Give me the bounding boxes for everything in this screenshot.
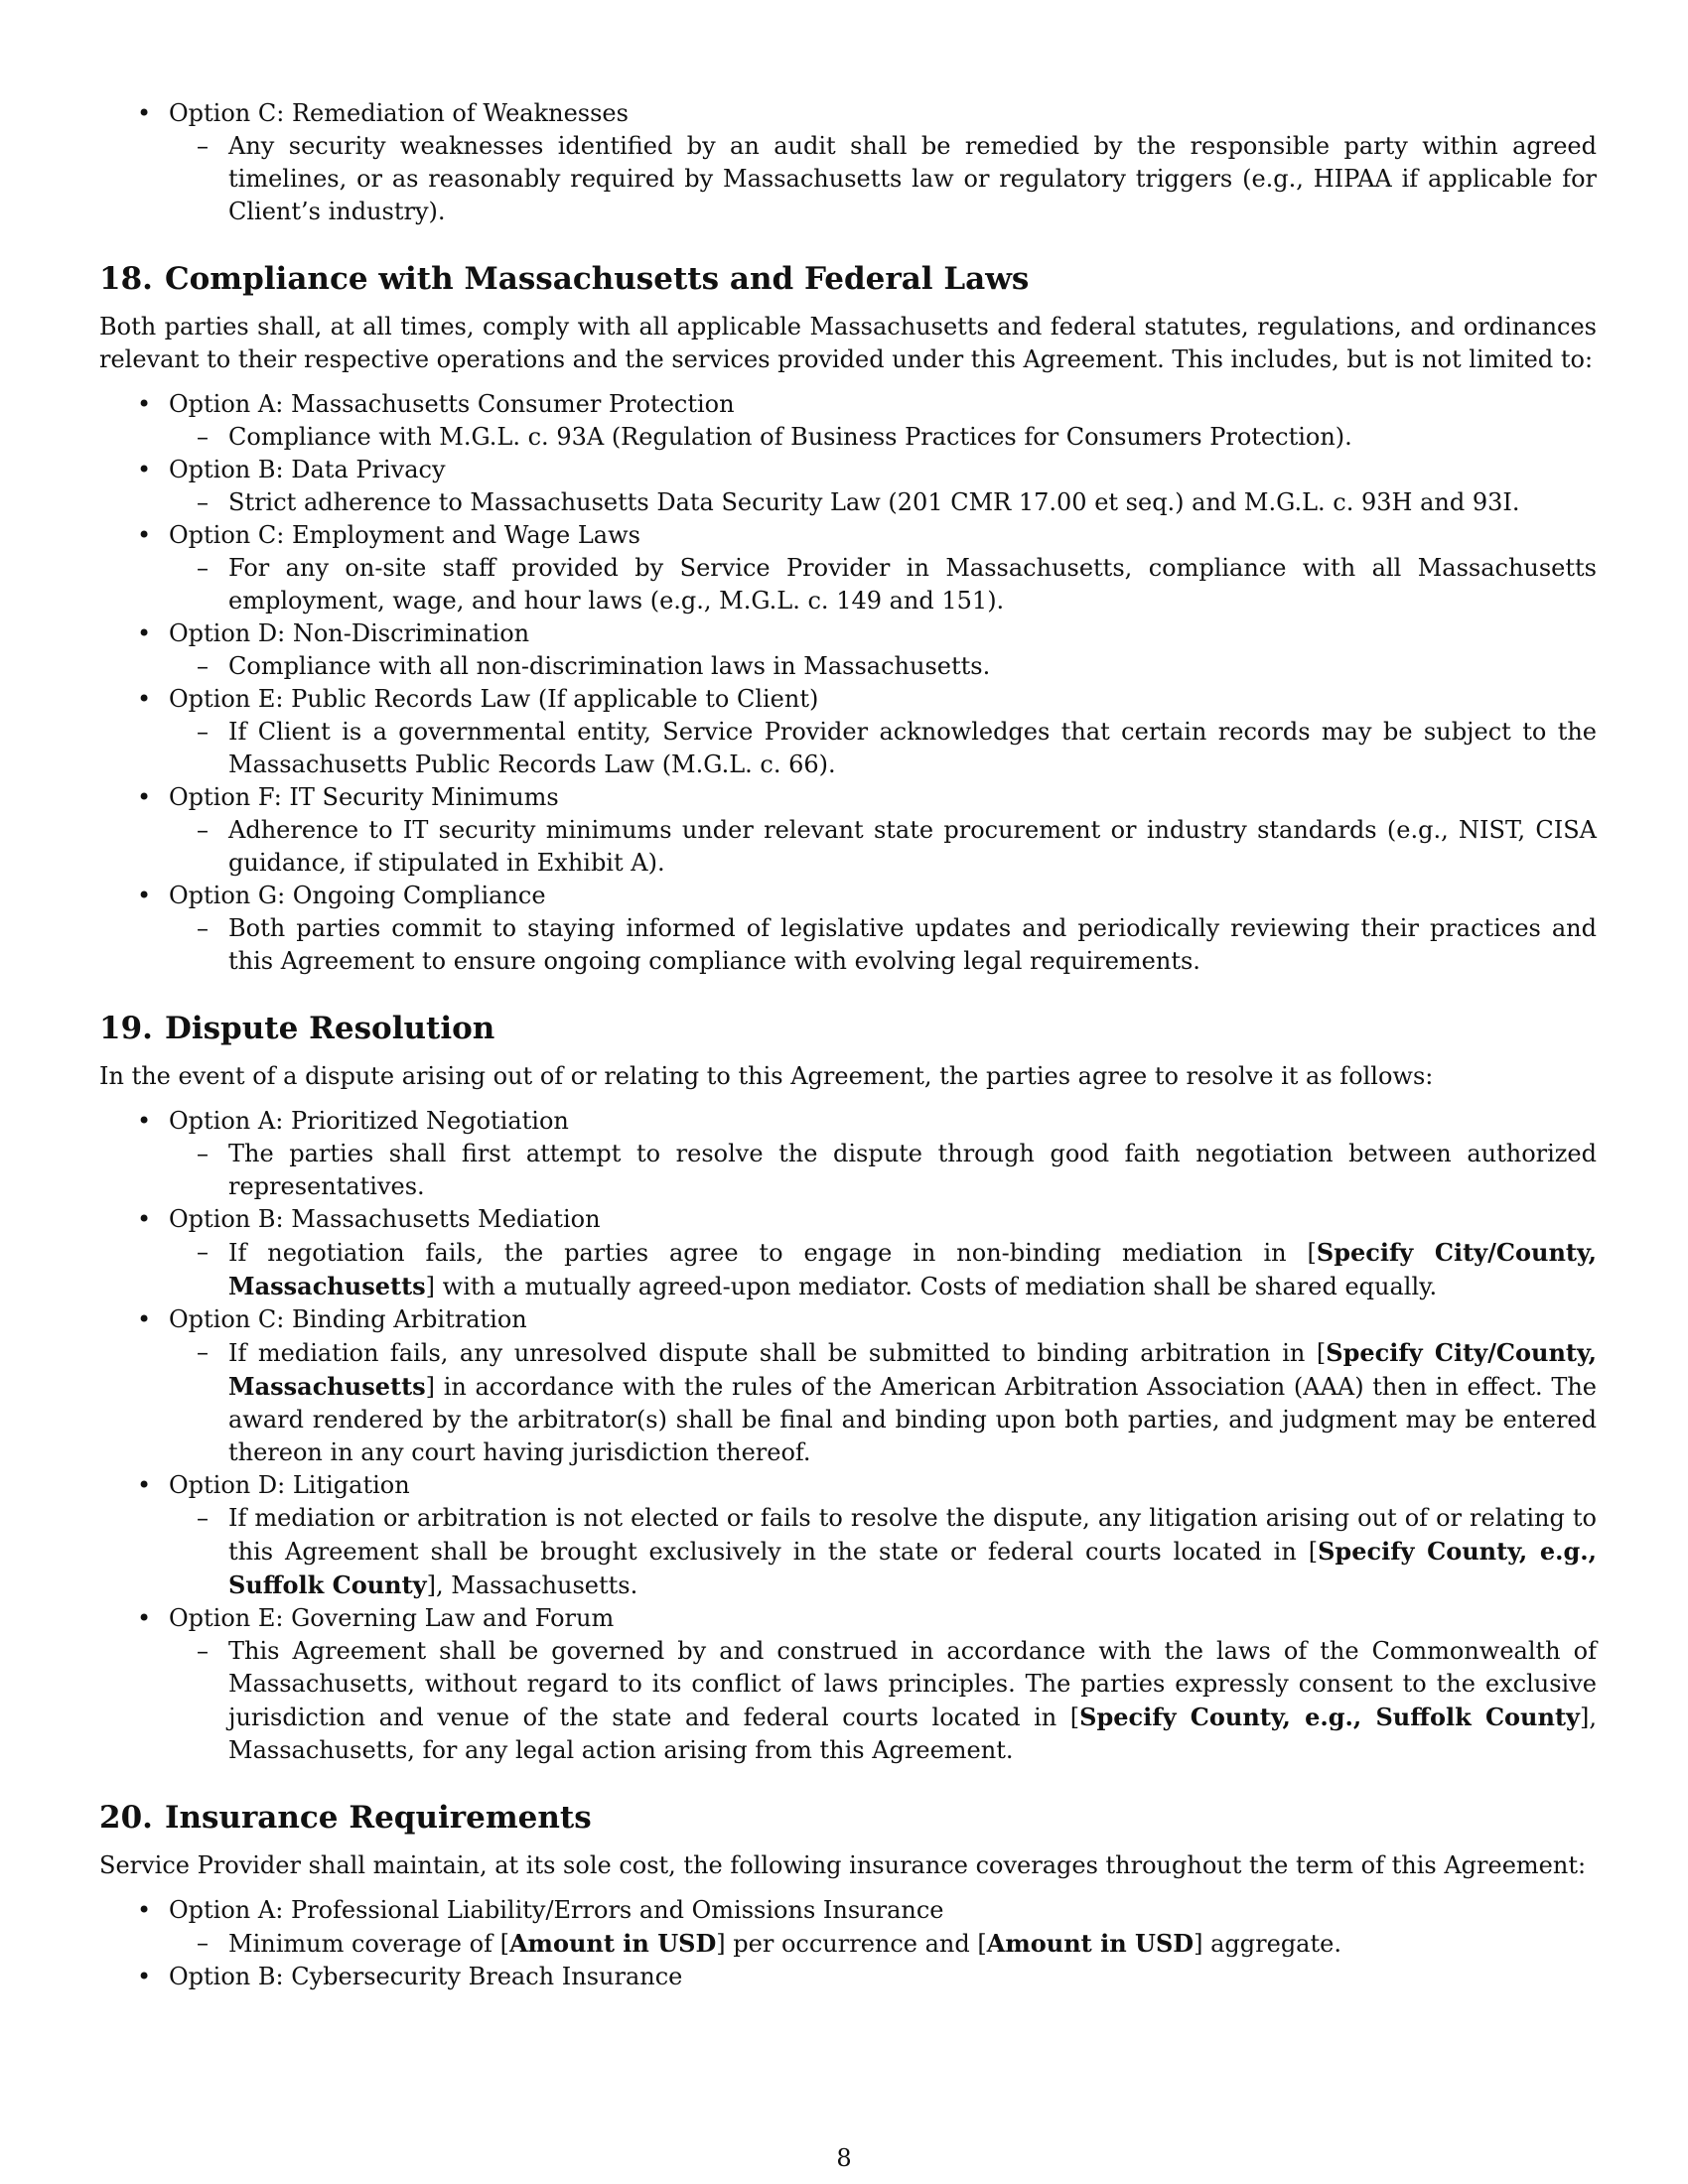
option-list <box>99 1894 1597 1993</box>
option-label: Option F: IT Security Minimums <box>169 783 559 811</box>
sub-list-item <box>99 1236 1597 1303</box>
list-item <box>99 1602 1597 1635</box>
list-item <box>99 388 1597 421</box>
sub-list-item <box>99 716 1597 781</box>
option-detail-text: If negotiation fails, the parties agree to engage in non-binding mediation in [ <box>228 1239 1317 1267</box>
dash-icon: – <box>197 1140 209 1167</box>
list-item <box>99 1105 1597 1138</box>
dash-icon: – <box>197 488 209 516</box>
list-item <box>99 1894 1597 1927</box>
option-label: Option E: Public Records Law (If applicable to Client) <box>169 685 819 713</box>
dash-icon: – <box>197 652 209 680</box>
list-item <box>99 519 1597 552</box>
sub-list-item <box>99 814 1597 880</box>
list-item <box>99 1203 1597 1236</box>
list-item <box>99 880 1597 912</box>
option-label: Option C: Remediation of Weaknesses <box>169 99 629 127</box>
section-heading <box>99 259 1597 299</box>
document-page <box>99 97 1597 1993</box>
option-label: Option G: Ongoing Compliance <box>169 882 546 909</box>
bullet-icon: • <box>137 619 152 647</box>
bullet-icon: • <box>137 1963 152 1990</box>
option-label: Option E: Governing Law and Forum <box>169 1604 615 1632</box>
placeholder-bold: Specify City/County, Massachusetts <box>228 1338 1597 1401</box>
list-item <box>99 1961 1597 1993</box>
option-label: Option C: Binding Arbitration <box>169 1305 527 1333</box>
option-label: Option D: Non-Discrimination <box>169 619 530 647</box>
section-title: Compliance with Massachusetts and Federal Laws <box>164 261 1030 297</box>
bullet-icon: • <box>137 1604 152 1632</box>
dash-icon: – <box>197 1637 209 1665</box>
bullet-icon: • <box>137 390 152 418</box>
option-detail: Both parties commit to staying informed of legislative updates and periodically reviewing their practices and this Agreement to ensure ongoing compliance with evolving legal requirements. <box>228 914 1597 975</box>
list-item <box>99 1303 1597 1336</box>
option-detail: For any on-site staff provided by Service Provider in Massachusetts, compliance with all Massachusetts employment, wage, and hour laws (e.g., M.G.L. c. 149 and 151). <box>228 554 1597 614</box>
page-number: 8 <box>836 2144 852 2172</box>
option-detail: Compliance with all non-discrimination laws in Massachusetts. <box>228 652 991 680</box>
list-item <box>99 683 1597 716</box>
bullet-icon: • <box>137 1896 152 1924</box>
list-item <box>99 617 1597 650</box>
bullet-icon: • <box>137 1305 152 1333</box>
option-label: Option B: Data Privacy <box>169 456 446 483</box>
dash-icon: – <box>197 1238 209 1266</box>
placeholder-bold: Specify County, e.g., Suffolk County <box>1079 1703 1580 1731</box>
list-item <box>99 97 1597 130</box>
section-number: 20. <box>99 1800 153 1836</box>
dash-icon: – <box>197 718 209 746</box>
option-detail-text: ], Massachusetts, for any legal action arising from this Agreement. <box>228 1704 1597 1764</box>
option-list <box>99 1105 1597 1767</box>
option-list <box>99 388 1597 978</box>
dash-icon: – <box>197 554 209 582</box>
option-label: Option C: Employment and Wage Laws <box>169 521 640 549</box>
bullet-icon: • <box>137 99 152 127</box>
sub-list-item <box>99 552 1597 617</box>
section-intro: In the event of a dispute arising out of or relating to this Agreement, the parties agree to resolve it as follows: <box>99 1062 1434 1090</box>
dash-icon: – <box>197 1504 209 1532</box>
section-heading <box>99 1009 1597 1048</box>
placeholder-bold: Amount in USD <box>986 1929 1195 1958</box>
option-label: Option A: Massachusetts Consumer Protection <box>169 390 735 418</box>
list-item <box>99 454 1597 486</box>
option-detail: The parties shall first attempt to resolve the dispute through good faith negotiation between authorized representatives. <box>228 1140 1597 1200</box>
section-intro: Both parties shall, at all times, comply with all applicable Massachusetts and federal statutes, regulations, and ordinances relevant to their respective operations and the services provided under this Agreement. This includes, but is not limited to: <box>99 313 1597 373</box>
dash-icon: – <box>197 914 209 942</box>
sub-list-item <box>99 486 1597 519</box>
bullet-icon: • <box>137 1107 152 1135</box>
dash-icon: – <box>197 816 209 844</box>
list-item <box>99 781 1597 814</box>
option-detail: Strict adherence to Massachusetts Data Security Law (201 CMR 17.00 et seq.) and M.G.L. c. 93H and 93I. <box>228 488 1520 516</box>
section-title: Dispute Resolution <box>164 1011 495 1046</box>
sub-list-item <box>99 421 1597 454</box>
sub-list-item <box>99 912 1597 978</box>
dash-icon: – <box>197 1338 209 1366</box>
placeholder-bold: Amount in USD <box>508 1929 717 1958</box>
dash-icon: – <box>197 423 209 451</box>
sub-list-item <box>99 1927 1597 1961</box>
bullet-icon: • <box>137 1205 152 1233</box>
option-detail-text: ] in accordance with the rules of the American Arbitration Association (AAA) then in effect. The award rendered by the arbitrator(s) shall be final and binding upon both parties, and judgment may be entered thereon in any court having jurisdiction thereof. <box>228 1373 1597 1466</box>
option-detail-text: ] with a mutually agreed-upon mediator. Costs of mediation shall be shared equally. <box>425 1273 1438 1300</box>
option-detail-text: Minimum coverage of [ <box>228 1930 509 1958</box>
sub-list-item <box>99 1336 1597 1469</box>
option-detail-text: ] aggregate. <box>1194 1930 1341 1958</box>
bullet-icon: • <box>137 783 152 811</box>
sub-list-item <box>99 1138 1597 1203</box>
option-detail: If Client is a governmental entity, Service Provider acknowledges that certain records may be subject to the Massachusetts Public Records Law (M.G.L. c. 66). <box>228 718 1597 778</box>
section-heading <box>99 1798 1597 1838</box>
option-label: Option A: Prioritized Negotiation <box>169 1107 569 1135</box>
list-item <box>99 1469 1597 1502</box>
bullet-icon: • <box>137 882 152 909</box>
dash-icon: – <box>197 1929 209 1957</box>
option-detail: Adherence to IT security minimums under relevant state procurement or industry standards (e.g., NIST, CISA guidance, if stipulated in Exhibit A). <box>228 816 1597 877</box>
bullet-icon: • <box>137 521 152 549</box>
dash-icon: – <box>197 132 209 160</box>
bullet-icon: • <box>137 1471 152 1499</box>
section-title: Insurance Requirements <box>164 1800 592 1836</box>
option-detail-text: If mediation or arbitration is not elected or fails to resolve the dispute, any litigation arising out of or relating to this Agreement shall be brought exclusively in the state or federal courts located in [ <box>228 1504 1597 1566</box>
option-detail-text: This Agreement shall be governed by and construed in accordance with the laws of the Commonwealth of Massachusetts, without regard to its conflict of laws principles. The parties expressly consent to the exclusive jurisdiction and venue of the state and federal courts located in [ <box>228 1637 1597 1731</box>
sub-list-item <box>99 650 1597 683</box>
bullet-icon: • <box>137 685 152 713</box>
option-detail: Any security weaknesses identified by an audit shall be remedied by the responsible party within agreed timelines, or as reasonably required by Massachusetts law or regulatory triggers (e.g., HIPAA if applicable for Client’s industry). <box>228 132 1597 225</box>
option-label: Option B: Massachusetts Mediation <box>169 1205 601 1233</box>
option-detail-text: ] per occurrence and [ <box>716 1930 987 1958</box>
sub-list-item <box>99 130 1597 228</box>
section-intro: Service Provider shall maintain, at its sole cost, the following insurance coverages throughout the term of this Agreement: <box>99 1851 1587 1879</box>
option-label: Option D: Litigation <box>169 1471 410 1499</box>
bullet-icon: • <box>137 456 152 483</box>
placeholder-bold: Specify City/County, Massachusetts <box>228 1238 1597 1300</box>
sub-list-item <box>99 1635 1597 1767</box>
option-detail-text: If mediation fails, any unresolved dispute shall be submitted to binding arbitration in [ <box>228 1339 1327 1367</box>
option-label: Option A: Professional Liability/Errors and Omissions Insurance <box>169 1896 944 1924</box>
option-label: Option B: Cybersecurity Breach Insurance <box>169 1963 683 1990</box>
option-detail-text: ], Massachusetts. <box>426 1571 638 1599</box>
section-number: 18. <box>99 261 153 297</box>
placeholder-bold: Specify County, e.g., Suffolk County <box>228 1537 1597 1599</box>
option-detail: Compliance with M.G.L. c. 93A (Regulation of Business Practices for Consumers Protection). <box>228 423 1352 451</box>
sub-list-item <box>99 1502 1597 1602</box>
section-number: 19. <box>99 1011 153 1046</box>
